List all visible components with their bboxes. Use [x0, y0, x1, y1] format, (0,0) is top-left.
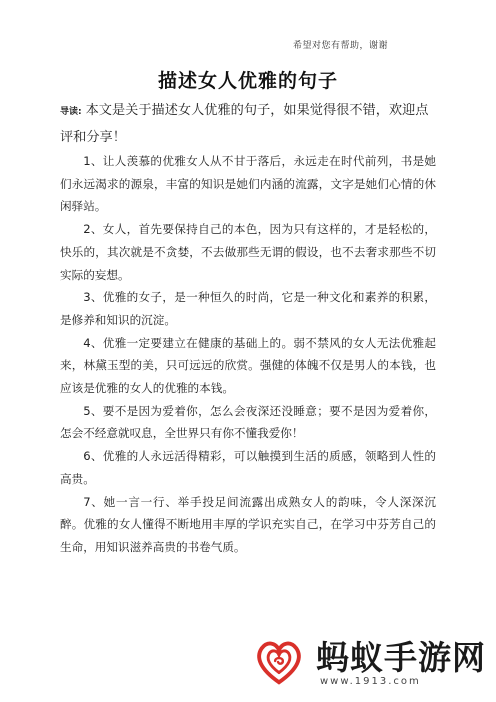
- paragraph-7: 7、她一言一行、举手投足间流露出成熟女人的韵味，令人深深沉醉。优雅的女人懂得不断地用丰厚的学识充实自己，在学习中芬芳自己的生命，用知识滋养高贵的书卷气质。: [60, 494, 436, 554]
- heart-spiral-logo-icon: [250, 632, 308, 690]
- page-title: 描述女人优雅的句子: [157, 70, 338, 92]
- intro: [60, 98, 436, 151]
- article-body: [60, 150, 436, 559]
- watermark: [250, 628, 490, 698]
- paragraph-6: 6、优雅的人永远活得精彩，可以触摸到生活的质感，领略到人性的高贵。: [60, 449, 436, 486]
- header-note: 希望对您有帮助，谢谢: [292, 41, 388, 51]
- watermark-url: www.1913.com: [320, 676, 421, 687]
- watermark-brand: 蚂蚁手游网: [316, 638, 486, 677]
- paragraph-5: 5、要不是因为爱着你，怎么会夜深还没睡意；要不是因为爱着你，怎会不经意就叹息，全世界只有你不懂我爱你！: [60, 403, 436, 441]
- paragraph-1: 1、让人羡慕的优雅女人从不甘于落后，永远走在时代前列，书是她们永远渴求的源泉，丰富的知识是她们内涵的流露，文字是她们心情的休闲驿站。: [60, 154, 436, 214]
- intro-text: 本文是关于描述女人优雅的句子，如果觉得很不错，欢迎点评和分享！: [60, 103, 429, 145]
- paragraph-4: 4、优雅一定要建立在健康的基础上的。弱不禁风的女人无法优雅起来，林黛玉型的美，只可远远的欣赏。强健的体魄不仅是男人的本钱，也应该是优雅的女人的优雅的本钱。: [60, 335, 436, 396]
- paragraph-3: 3、优雅的女子，是一种恒久的时尚，它是一种文化和素养的积累，是修养和知识的沉淀。: [60, 290, 436, 327]
- intro-tag: 导读:: [60, 107, 82, 117]
- paragraph-2: 2、女人，首先要保持自己的本色，因为只有这样的，才是轻松的，快乐的，其次就是不贪婪，不去做那些无谓的假设，也不去奢求那些不切实际的妄想。: [60, 222, 436, 282]
